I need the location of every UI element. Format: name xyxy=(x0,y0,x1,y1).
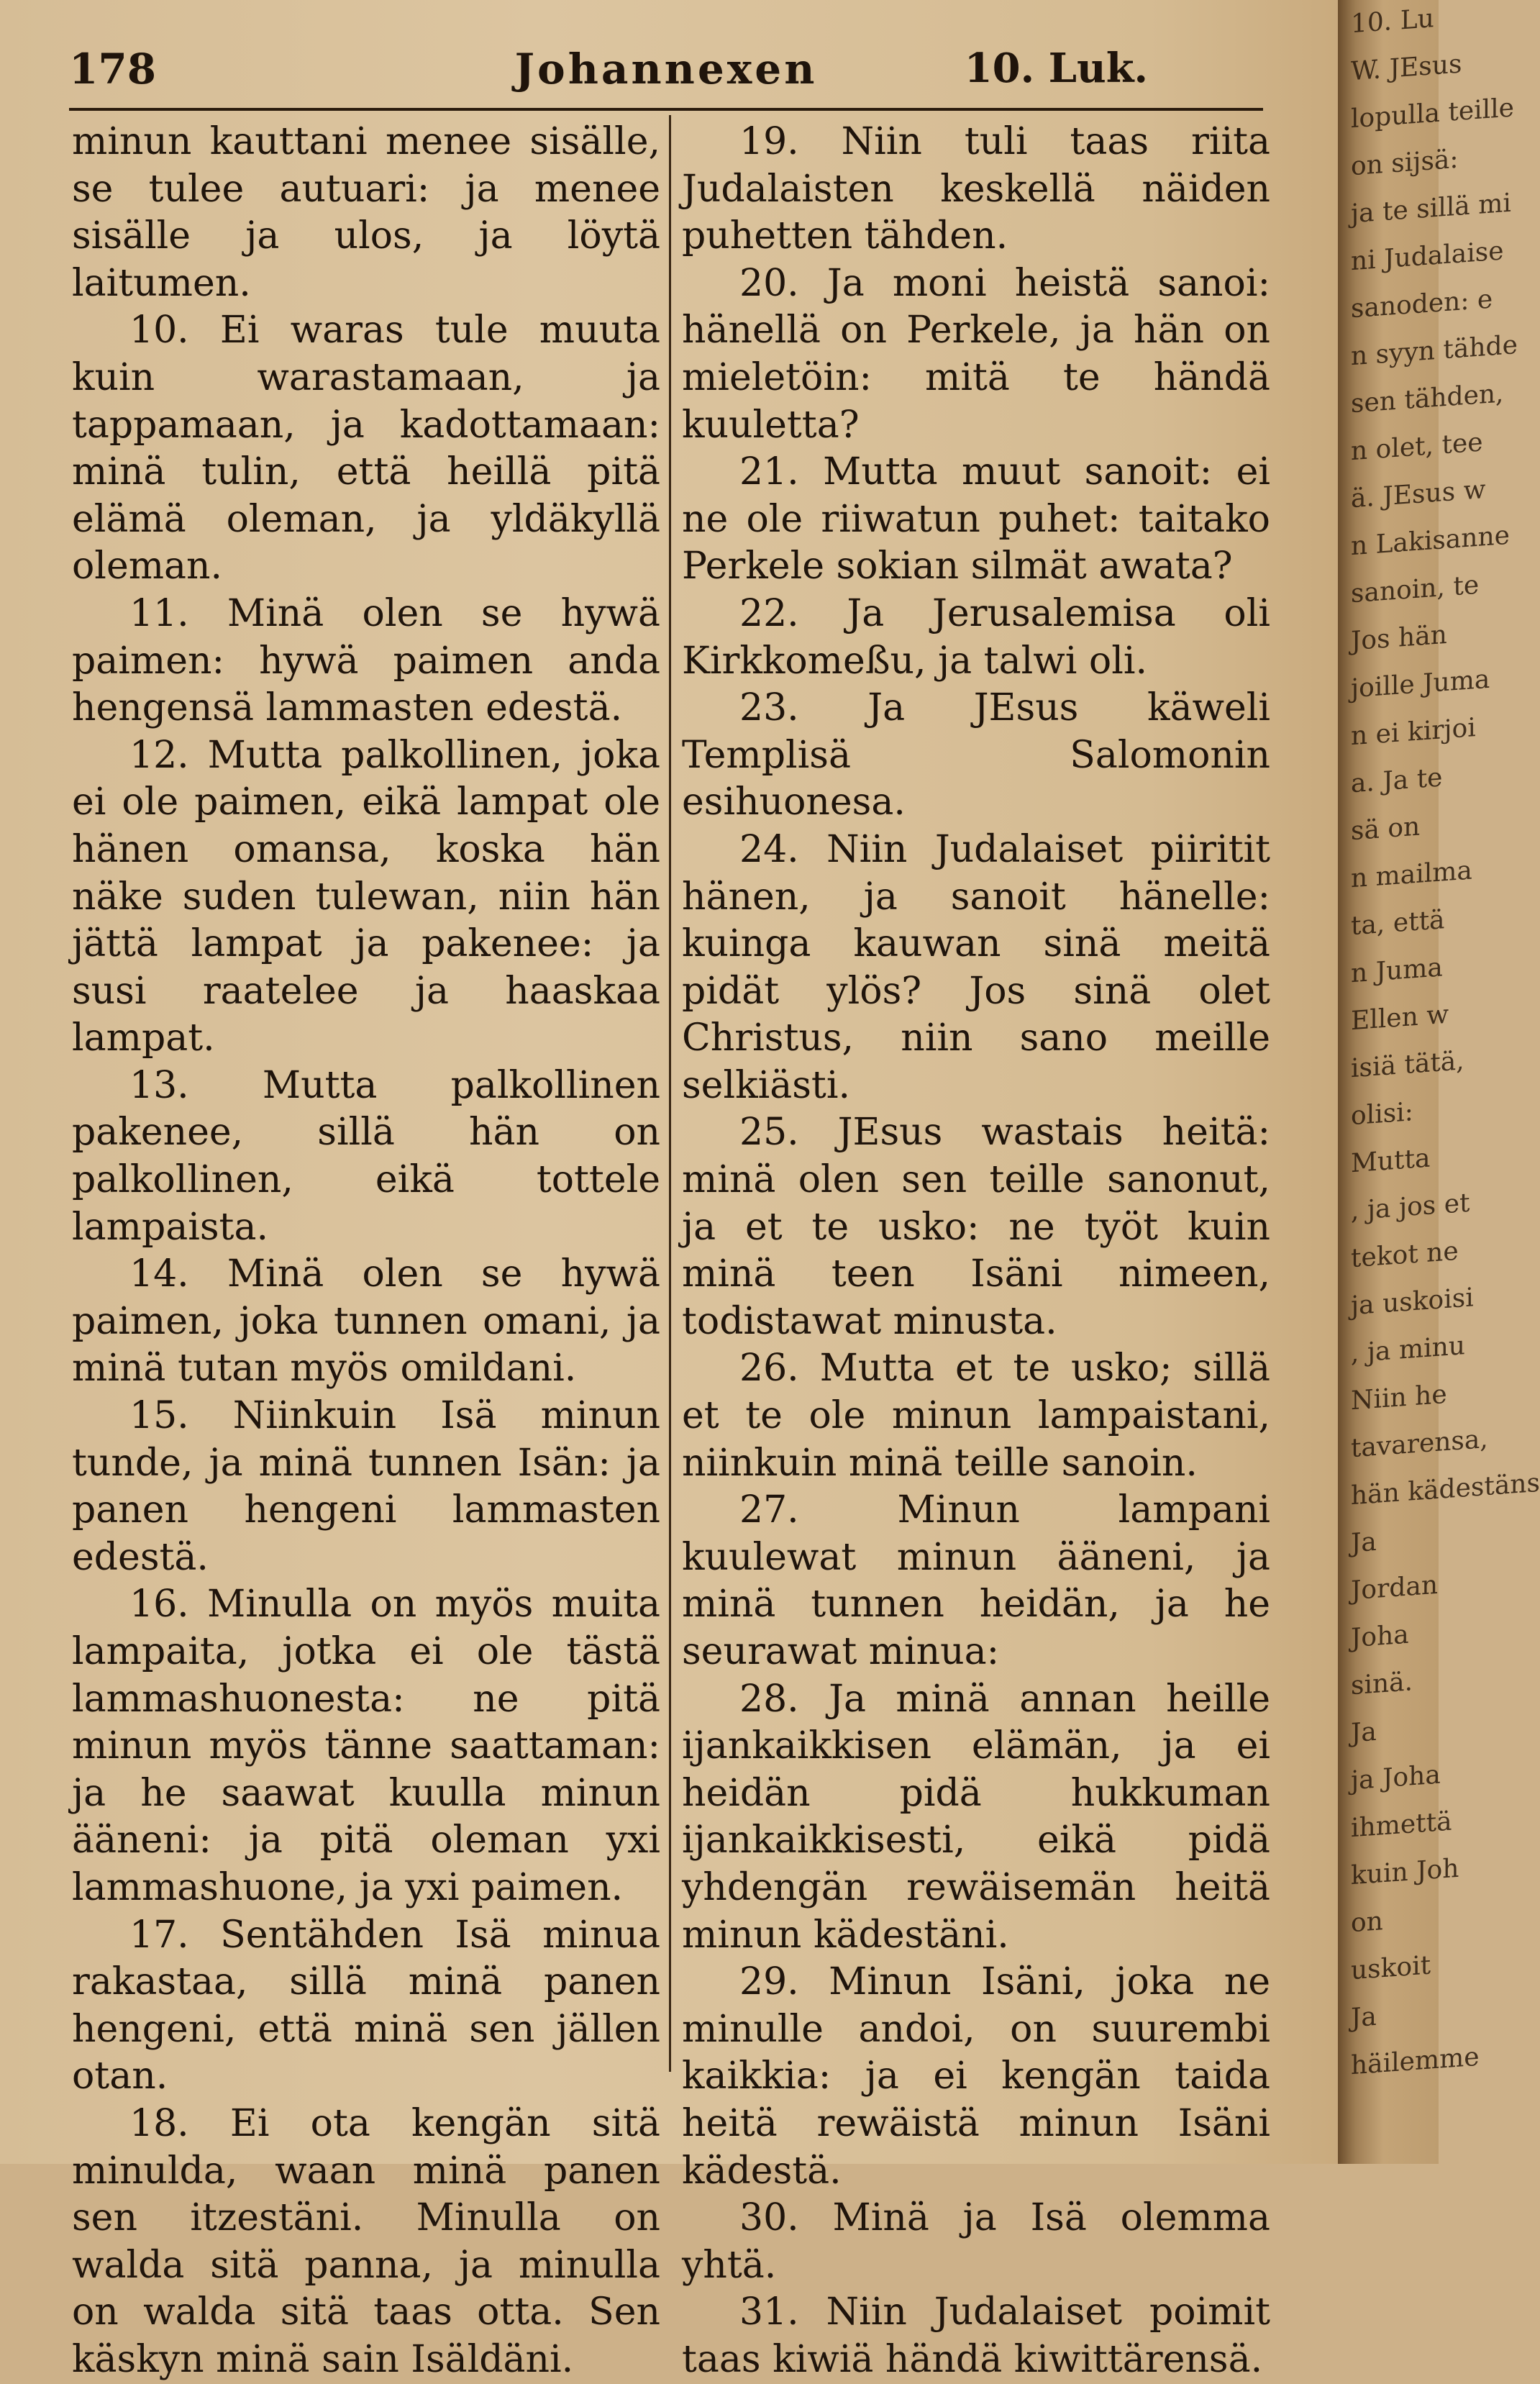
page-header xyxy=(69,45,1263,102)
next-page-bleed-line: n Lakisanne xyxy=(1351,520,1510,562)
verse-19: 19. Niin tuli taas riita Judalaisten keskellä näiden puhetten tähden. xyxy=(682,120,1270,258)
right-column xyxy=(682,119,1270,2384)
next-page-bleed-line: a. Ja te xyxy=(1351,763,1443,799)
verse-28: 28. Ja minä annan heille ijankaikkisen elämän, ja ei heidän pidä hukkuman ijankaikkisesti, eikä pidä yhdengän rewäisemän heitä minun kädestäni. xyxy=(682,1677,1270,1957)
next-page-bleed-line: Jordan xyxy=(1351,1570,1439,1606)
header-rule xyxy=(69,108,1263,111)
next-page-bleed-line: hän kädestäns xyxy=(1351,1468,1540,1511)
next-page-bleed-line: Niin he xyxy=(1351,1379,1447,1416)
next-page-bleed-line: n syyn tähde xyxy=(1351,330,1518,372)
verse-11: 11. Minä olen se hywä paimen: hywä paimen anda hengensä lammasten edestä. xyxy=(72,591,660,730)
next-page-bleed-line: ta, että xyxy=(1351,905,1445,942)
next-page-bleed-line: Joha xyxy=(1351,1619,1409,1654)
verse-20: 20. Ja moni heistä sanoi: hänellä on Perkele, ja hän on mieletöin: mitä te händä kuuletta? xyxy=(682,261,1270,447)
next-page-bleed-line: ja uskoisi xyxy=(1351,1283,1474,1321)
next-page-bleed-line: ihmettä xyxy=(1351,1806,1452,1844)
next-page-bleed-line: ja Joha xyxy=(1351,1760,1441,1796)
verse-12: 12. Mutta palkollinen, joka ei ole paimen, eikä lampat ole hänen omansa, koska hän näke suden tulewan, niin hän jättä lampat ja pakenee: ja susi raatelee ja haaskaa lampat. xyxy=(72,733,660,1060)
next-page-bleed-line: n mailma xyxy=(1351,855,1472,894)
next-page-bleed-line: on sijsä: xyxy=(1351,144,1459,182)
next-page-bleed-line: Mutta xyxy=(1351,1143,1431,1179)
next-page-bleed-line: joille Juma xyxy=(1351,664,1490,704)
next-page-bleed-line: isiä tätä, xyxy=(1351,1046,1464,1084)
verse-21: 21. Mutta muut sanoit: ei ne ole riiwatun puhet: taitako Perkele sokian silmät awata? xyxy=(682,450,1270,588)
verse-14: 14. Minä olen se hywä paimen, joka tunnen omani, ja minä tutan myös omildani. xyxy=(72,1252,660,1391)
next-page-bleed-line: 10. Lu xyxy=(1351,4,1434,40)
next-page-bleed-line: sanoin, te xyxy=(1351,570,1480,609)
next-page-bleed-line: Jos hän xyxy=(1351,619,1447,657)
verse-16: 16. Minulla on myös muita lampaita, jotka ei ole tästä lammashuonesta: ne pitä minun myös tänne saattaman: ja he saawat kuulla minun ääneni: ja pitä oleman yxi lammashuone, ja yxi paimen. xyxy=(72,1583,660,1909)
verse-continuation: minun kauttani menee sisälle, se tulee autuari: ja menee sisälle ja ulos, ja löytä laitumen. xyxy=(72,120,660,305)
next-page-bleed-line: häilemme xyxy=(1351,2042,1480,2081)
next-page-bleed-line: tekot ne xyxy=(1351,1236,1459,1274)
column-divider xyxy=(669,115,671,2072)
verse-24: 24. Niin Judalaiset piiritit hänen, ja sanoit hänelle: kuinga kauwan sinä meitä pidät ylös? Jos sinä olet Christus, niin sano meille selkiästi. xyxy=(682,827,1270,1107)
verse-22: 22. Ja Jerusalemisa oli Kirkkomeßu, ja talwi oli. xyxy=(682,591,1270,683)
verse-27: 27. Minun lampani kuulewat minun ääneni, ja minä tunnen heidän, ja he seurawat minua: xyxy=(682,1488,1270,1673)
next-page-bleed-line: n olet, tee xyxy=(1351,427,1483,467)
verse-18: 18. Ei ota kengän sitä minulda, waan minä panen sen itzestäni. Minulla on walda sitä panna, ja minulla on walda sitä taas otta. Sen käskyn minä sain Isäldäni. xyxy=(72,2101,660,2381)
page-number: 178 xyxy=(69,45,157,94)
verse-31: 31. Niin Judalaiset poimit taas kiwiä händä kiwittärensä. xyxy=(682,2290,1270,2381)
chapter-label: 10. Luk. xyxy=(964,45,1148,92)
verse-25: 25. JEsus wastais heitä: minä olen sen teille sanonut, ja et te usko: ne työt kuin minä teen Isäni nimeen, todistawat minusta. xyxy=(682,1111,1270,1343)
next-page-bleed-line: ä. JEsus w xyxy=(1351,475,1486,514)
next-page-bleed-line: ni Judalaise xyxy=(1351,236,1504,277)
next-page-bleed-line: n ei kirjoi xyxy=(1351,713,1476,752)
next-page-bleed-line: sen tähden, xyxy=(1351,378,1504,419)
running-title: Johannexen xyxy=(514,45,818,94)
next-page-bleed-line: W. JEsus xyxy=(1351,49,1462,87)
next-page-bleed-line: Ja xyxy=(1351,1527,1377,1559)
next-page-bleed-line: , ja jos et xyxy=(1351,1188,1470,1227)
next-page-bleed-line: Ja xyxy=(1351,1716,1377,1749)
verse-26: 26. Mutta et te usko; sillä et te ole minun lampaistani, niinkuin minä teille sanoin. xyxy=(682,1347,1270,1485)
verse-30: 30. Minä ja Isä olemma yhtä. xyxy=(682,2196,1270,2287)
next-page-bleed-line: n Juma xyxy=(1351,952,1443,989)
next-page-bleed-line: ja te sillä mi xyxy=(1351,188,1511,229)
next-page-bleed-line: kuin Joh xyxy=(1351,1853,1459,1891)
verse-10: 10. Ei waras tule muuta kuin warastamaan, ja tappamaan, ja kadottamaan: minä tulin, että heillä pitä elämä oleman, ja yldäkyllä oleman. xyxy=(72,309,660,588)
next-page-bleed-line: tavarensa, xyxy=(1351,1424,1488,1464)
next-page-bleed-line: lopulla teille xyxy=(1351,93,1514,135)
next-page-bleed-line: uskoit xyxy=(1351,1950,1431,1986)
verse-13: 13. Mutta palkollinen pakenee, sillä hän on palkollinen, eikä tottele lampaista. xyxy=(72,1063,660,1249)
next-page-bleed-line: on xyxy=(1351,1906,1383,1939)
next-page-bleed-line: Ellen w xyxy=(1351,999,1449,1037)
next-page-bleed-line: sä on xyxy=(1351,811,1421,847)
next-page-bleed-line: sanoden: e xyxy=(1351,284,1493,324)
next-page-bleed-line: , ja minu xyxy=(1351,1331,1465,1369)
next-page-bleed-line: olisi: xyxy=(1351,1097,1413,1132)
verse-23: 23. Ja JEsus käweli Templisä Salomonin esihuonesa. xyxy=(682,686,1270,824)
verse-17: 17. Sentähden Isä minua rakastaa, sillä minä panen hengeni, että minä sen jällen otan. xyxy=(72,1913,660,2098)
left-column xyxy=(72,119,660,2384)
verse-29: 29. Minun Isäni, joka ne minulle andoi, on suurembi kaikkia: ja ei kengän taida heitä rewäistä minun Isäni kädestä. xyxy=(682,1960,1270,2193)
verse-15: 15. Niinkuin Isä minun tunde, ja minä tunnen Isän: ja panen hengeni lammasten edestä. xyxy=(72,1394,660,1579)
next-page-bleed-line: sinä. xyxy=(1351,1667,1413,1701)
next-page-bleed-line: Ja xyxy=(1351,2001,1377,2034)
